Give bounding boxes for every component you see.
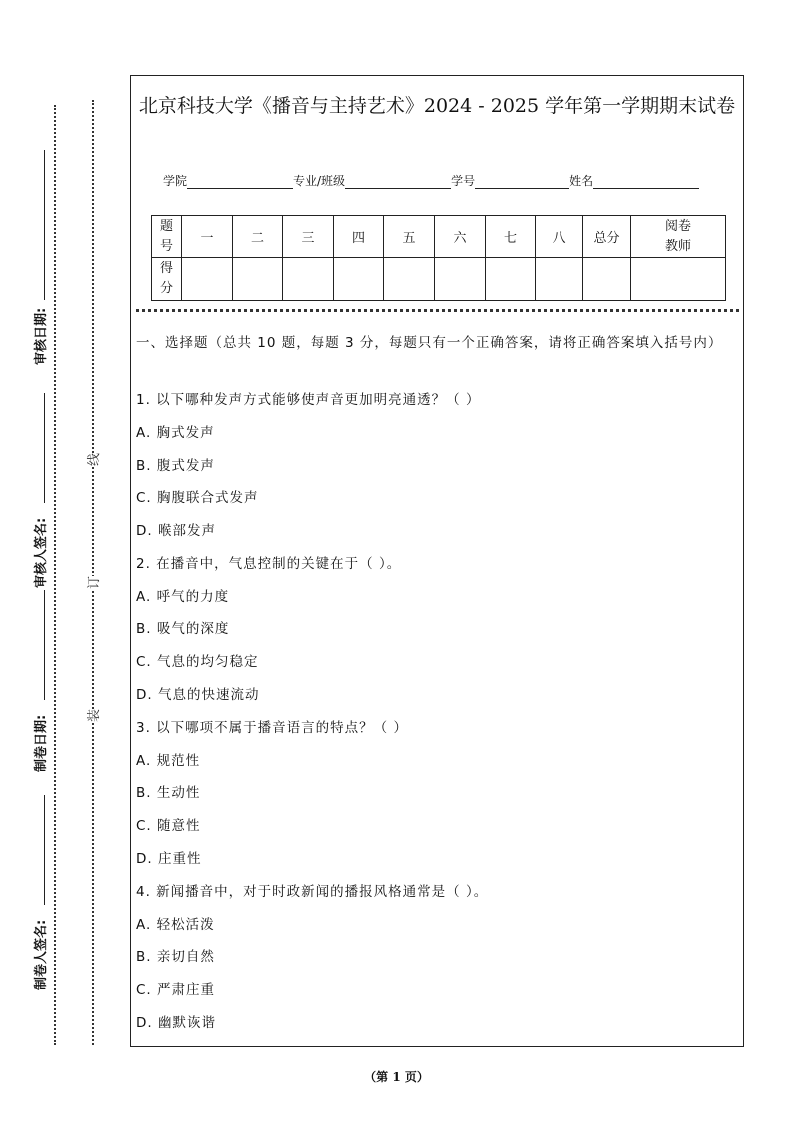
student-info-row [163, 172, 699, 189]
option-item[interactable]: D. 庄重性 [136, 851, 202, 867]
student-id-label: 学号 [451, 174, 476, 188]
option-item[interactable]: B. 亲切自然 [136, 949, 215, 965]
option-item[interactable]: D. 气息的快速流动 [136, 687, 260, 703]
review-date-label: 审核日期: [34, 307, 49, 365]
col-header: 六 [435, 216, 486, 258]
col-header-total: 总分 [583, 216, 631, 258]
question-stem: 3. 以下哪项不属于播音语言的特点？（ ） [136, 720, 408, 736]
score-cell[interactable] [486, 258, 536, 301]
option-item[interactable]: C. 随意性 [136, 818, 201, 834]
col-header: 四 [334, 216, 384, 258]
option-item[interactable]: B. 生动性 [136, 785, 201, 801]
cut-label-fold: 装 [83, 709, 102, 722]
score-cell[interactable] [334, 258, 384, 301]
option-item[interactable]: A. 呼气的力度 [136, 589, 230, 605]
score-cell[interactable] [435, 258, 486, 301]
section1-instruction: 一、选择题（总共 10 题，每题 3 分，每题只有一个正确答案，请将正确答案填入括号内） [136, 335, 723, 351]
question-stem: 4. 新闻播音中，对于时政新闻的播报风格通常是（ ）。 [136, 884, 489, 900]
question-number-label: 题号 [152, 216, 182, 258]
score-cell-total[interactable] [583, 258, 631, 301]
college-label: 学院 [163, 174, 188, 188]
major-field[interactable] [345, 174, 451, 189]
exam-title: 北京科技大学《播音与主持艺术》2024 - 2025 学年第一学期期末试卷 [138, 95, 736, 117]
score-cell[interactable] [233, 258, 283, 301]
major-label: 专业/班级 [293, 174, 346, 188]
page-number: （第 1 页） [364, 1070, 429, 1084]
col-header: 一 [182, 216, 233, 258]
score-cell[interactable] [283, 258, 334, 301]
option-item[interactable]: A. 轻松活泼 [136, 917, 215, 933]
score-cell[interactable] [384, 258, 435, 301]
question-stem: 2. 在播音中，气息控制的关键在于（ ）。 [136, 556, 402, 572]
student-id-field[interactable] [475, 174, 569, 189]
review-date-line [44, 150, 45, 300]
score-table [151, 215, 726, 301]
option-item[interactable]: C. 胸腹联合式发声 [136, 490, 259, 506]
name-field[interactable] [593, 174, 699, 189]
reviewer-sign-label: 审核人签名: [34, 517, 49, 588]
score-label: 得分 [152, 258, 182, 301]
maker-sign-label: 制卷人签名: [34, 919, 49, 990]
col-header: 二 [233, 216, 283, 258]
score-table-score-row [152, 258, 726, 301]
option-item[interactable]: A. 规范性 [136, 753, 201, 769]
option-item[interactable]: D. 喉部发声 [136, 523, 216, 539]
make-date-line [44, 590, 45, 700]
option-item[interactable]: B. 吸气的深度 [136, 621, 230, 637]
reviewer-sign-line [44, 393, 45, 503]
score-table-header-row [152, 216, 726, 258]
option-item[interactable]: B. 腹式发声 [136, 458, 215, 474]
cut-dotted-line [92, 100, 94, 1045]
question-stem: 1. 以下哪种发声方式能够使声音更加明亮通透？（ ） [136, 392, 481, 408]
option-item[interactable]: D. 幽默诙谐 [136, 1015, 216, 1031]
cut-label-bind: 订 [83, 576, 102, 589]
score-cell-grader[interactable] [631, 258, 726, 301]
make-date-label: 制卷日期: [34, 714, 49, 772]
college-field[interactable] [187, 174, 293, 189]
col-header: 三 [283, 216, 334, 258]
option-item[interactable]: C. 气息的均匀稳定 [136, 654, 259, 670]
left-dotted-line [54, 105, 56, 1045]
section-separator [136, 309, 739, 312]
cut-label-line: 线 [83, 453, 102, 466]
option-item[interactable]: C. 严肃庄重 [136, 982, 216, 998]
col-header: 八 [536, 216, 583, 258]
col-header-grader: 阅卷教师 [631, 216, 726, 258]
maker-sign-line [44, 795, 45, 905]
score-cell[interactable] [536, 258, 583, 301]
score-cell[interactable] [182, 258, 233, 301]
option-item[interactable]: A. 胸式发声 [136, 425, 215, 441]
name-label: 姓名 [569, 174, 594, 188]
col-header: 七 [486, 216, 536, 258]
col-header: 五 [384, 216, 435, 258]
